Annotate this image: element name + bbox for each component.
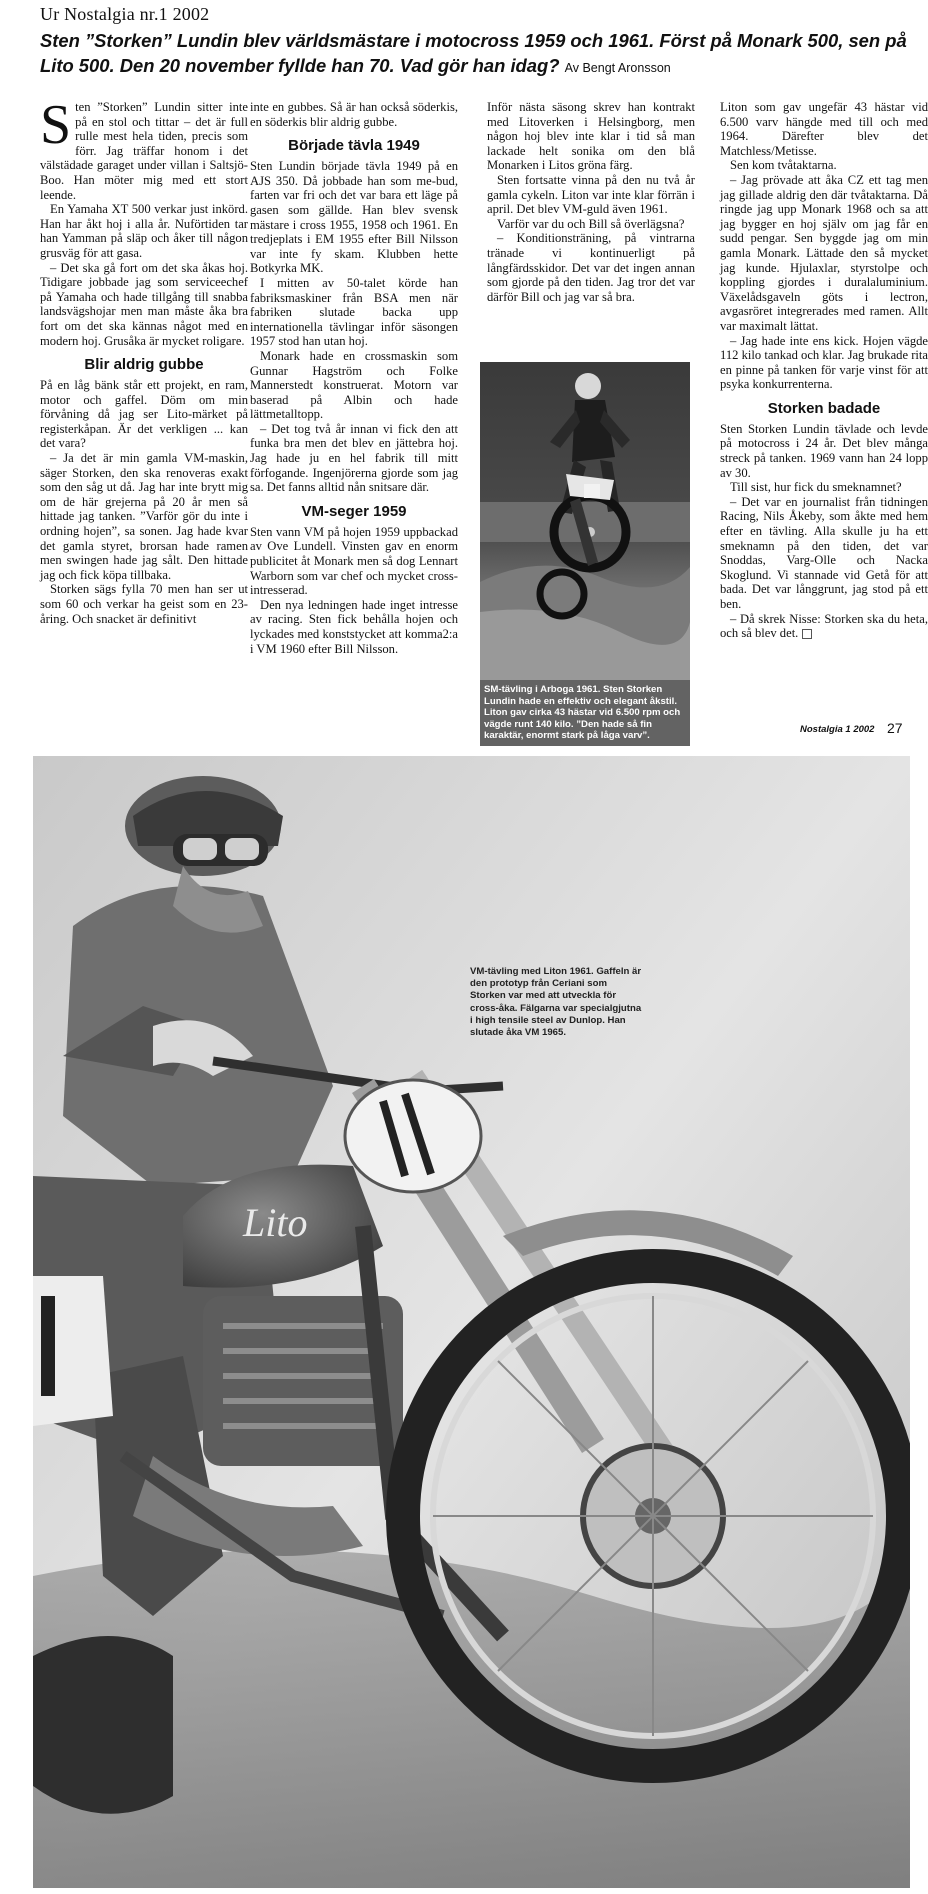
end-mark: [802, 629, 812, 639]
paragraph: Monark hade en crossmaskin som Gunnar Hagström och Folke Mannerstedt konstruerat. Motorn var baserad på Albin och hade lättmetalltopp.: [250, 348, 458, 422]
subheading: Storken badade: [767, 399, 881, 417]
paragraph: – Konditionsträning, på vintrarna tränade vi kontinuerligt på långfärdsskidor. Det var det ingen annan som gjorde på den tiden. Jag tror det var därför Bill och jag var så bra.: [487, 231, 695, 304]
paragraph: – Det tog två år innan vi fick den att funka bra men det blev en jättebra hoj. Jag hade ju en hel fabrik till mitt förfogande. Ingenjörerna gjorde som jag sa. Det fanns alltid nån snitsare där.: [250, 421, 458, 495]
page-number: 27: [887, 720, 903, 736]
main-photo: [33, 756, 910, 1888]
paragraph: – Jag prövade att åka CZ ett tag men jag gillade aldrig den där tvåtaktarna. Då ringde jag upp Monark 1968 och sa att jag bygger en hoj själv om jag får en sudd pengar. Sen byggde jag om min gamla Monark. Lättade den så mycket jag kunde. Hjulaxlar, styrstolpe och koppling gjordes i duralaluminium. Växelådsgaveln göts i lectron, avgasröret integrerades med ramen. Allt var maximalt lättat.: [720, 172, 928, 333]
tank-logo: Lito: [243, 1200, 308, 1245]
headline-text: Sten ”Storken” Lundin blev världsmästare i motocross 1959 och 1961. Först på Monark 500, sen på Lito 500. Den 20 november fyllde han 70. Vad gör han idag?: [40, 30, 907, 76]
byline: Av Bengt Aronsson: [564, 61, 671, 75]
paragraph: Sen kom tvåtaktarna.: [730, 158, 837, 173]
footer-magazine: Nostalgia 1 2002: [800, 724, 875, 735]
paragraph: – Det var en journalist från tidningen Racing, Nils Åkeby, som åkte med hem efter en tävling. Alla skulle ju ha ett smeknamn på den tiden, det var Snoddas, Varg-Olle och Nacka Skoglund. Vi stannade vid Getå för att bada. Det var långgrunt, jag stod på ett ben.: [720, 494, 928, 611]
paragraph: Till sist, hur fick du smeknamnet?: [730, 480, 902, 495]
drop-cap: S: [40, 94, 72, 156]
paragraph: På en låg bänk står ett projekt, en ram, motor och gaffel. Döm om min förvåning då jag ser Lito-märket på registerkåpan. Är det verkligen ... kan det vara?: [40, 378, 248, 451]
article-column-3: [487, 100, 695, 304]
subheading: Blir aldrig gubbe: [84, 356, 204, 374]
paragraph: Sten vann VM på hojen 1959 uppbackad av Ove Lundell. Vinsten gav en enorm publicitet åt Monark men så dog Lennart Warborn som var chef och mycket cross-intresserad.: [250, 524, 458, 598]
paragraph: Sten ”Storken” Lundin sitter inte på en stol och tittar – det är full rulle mest hela tiden, precis som förr. Jag träffar honom i det välstädade garaget under villan i Saltsjö-Boo. Han möter mig med ett stort leende.: [40, 94, 248, 202]
paragraph: Sten fortsatte vinna på den nu två år gamla cykeln. Liton var inte klar förrän i april. Det blev VM-guld även 1961.: [487, 172, 695, 217]
paragraph: – Jag hade inte ens kick. Hojen vägde 112 kilo tankad och klar. Jag brukade rita en pinne på tanken för varje vinst för att psyka konkurrenterna.: [720, 333, 928, 392]
article-column-4: [720, 100, 928, 641]
paragraph: Sten Storken Lundin tävlade och levde på motocross i 24 år. Det blev många streck på tanken. 1969 vann han 24 lopp av 30.: [720, 421, 928, 480]
main-photo-caption: VM-tävling med Liton 1961. Gaffeln är den prototyp från Ceriani som Storken var med att utveckla för cross-åka. Fälgarna var specialgjutna i high tensile steel av Dunlop. Han slutade åka VM 1965.: [470, 966, 642, 1039]
subheading: Började tävla 1949: [288, 137, 420, 155]
headline: [40, 28, 910, 81]
paragraph: Inför nästa säsong skrev han kontrakt med Litoverken i Helsingborg, men någon hoj blev inte klar i tid så man lackade helt sonika om den blå Monarken i Litos gröna färg.: [487, 100, 695, 173]
paragraph: Den nya ledningen hade inget intresse av racing. Sten fick behålla hojen och lyckades med konststycket att komma2:a i VM 1960 efter Bill Nilsson.: [250, 597, 458, 656]
source-label: Ur Nostalgia nr.1 2002: [40, 4, 210, 24]
article-column-2: [250, 100, 458, 656]
paragraph: I mitten av 50-talet körde han fabriksmaskiner från BSA men när fabriken slutade backa upp internationella tävlingar inför säsongen 1957 stod han utan hoj.: [250, 275, 458, 349]
article-column-1: [40, 94, 248, 626]
paragraph: Varför var du och Bill så överlägsna?: [497, 216, 685, 231]
subheading: VM-seger 1959: [301, 502, 407, 520]
small-photo-caption: SM-tävling i Arboga 1961. Sten Storken Lundin hade en effektiv och elegant åkstil. Liton gav cirka 43 hästar vid 6.500 rpm och vägde runt 140 kilo. ”Den hade så fin karaktär, enormt stark på låga varv”.: [480, 680, 690, 746]
small-photo: [480, 362, 690, 746]
paragraph: Liton som gav ungefär 43 hästar vid 6.500 varv hängde med till och med 1964. Därefter blev det Matchless/Metisse.: [720, 100, 928, 158]
paragraph: – Då skrek Nisse: Storken ska du heta, och så blev det.: [720, 611, 928, 641]
paragraph: En Yamaha XT 500 verkar just inkörd. Han har åkt hoj i alla år. Nuförtiden tar han Yamman på släp och åker till någon grusväg för att gasa.: [40, 202, 248, 260]
main-photo-image: [33, 756, 910, 1888]
paragraph: – Ja det är min gamla VM-maskin, säger Storken, den ska renoveras exakt som den såg ut då. Jag har inte brytt mig om de här grejerna på 20 år men så hittade jag tanken. ”Varför gör du inte i ordning hojen”, sa sonen. Jag hade kvar det gamla styret, brorsan hade ramen men swingen hade jag sålt. Den hittade jag och fick köpa tillbaka.: [40, 451, 248, 582]
paragraph: Sten Lundin började tävla 1949 på en AJS 350. Då jobbade han som me-bud, farten var fri och det var bara ett läge på gasen som gällde. Han blev svensk mästare i cross 1955, 1958 och 1961. En tredjeplats i EM 1955 efter Bill Nilsson var inte fy skam. Klubben hette Botkyrka MK.: [250, 159, 458, 276]
paragraph: Storken sägs fylla 70 men han ser ut som 60 och verkar ha geist som en 23-åring. Och snacket är definitivt: [40, 582, 248, 626]
paragraph: – Det ska gå fort om det ska åkas hoj. Tidigare jobbade jag som serviceechef på Yamaha och hade tillgång till snabba landsvägshojar men man måste åka bra fort om det ska kännas något med en modern hoj. Grusåka är mycket roligare.: [40, 260, 248, 348]
paragraph: inte en gubbes. Så är han också söderkis, en söderkis blir aldrig gubbe.: [250, 100, 458, 129]
